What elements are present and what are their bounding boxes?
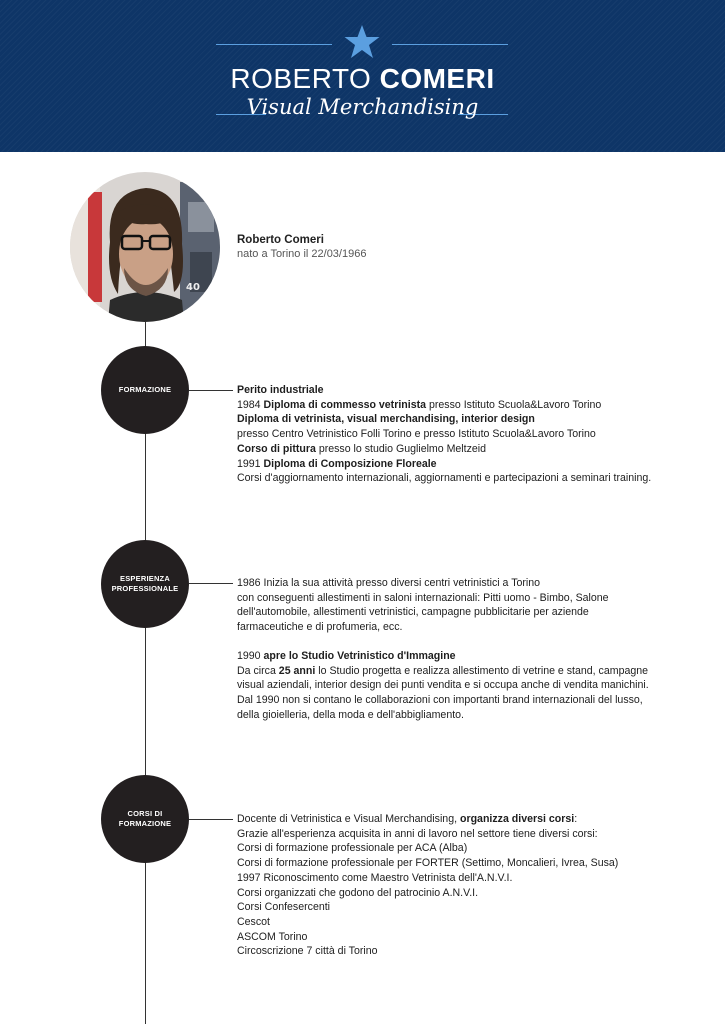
esperienza-label: ESPERIENZA PROFESSIONALE — [111, 573, 179, 593]
formazione-line: Corsi d'aggiornamento internazionali, aggiornamenti e partecipazioni a seminari training. — [237, 472, 652, 485]
corsi-line: Cescot — [237, 915, 270, 928]
svg-text:40: 40 — [186, 282, 200, 293]
formazione-line: 1984 Diploma di commesso vetrinista presso Istituto Scuola&Lavoro Torino — [237, 398, 602, 411]
esperienza-line: Da circa 25 anni lo Studio progetta e realizza allestimento di vetrine e stand, campagne — [237, 664, 649, 677]
corsi-line: Circoscrizione 7 città di Torino — [237, 945, 378, 958]
formazione-line: Perito industriale — [237, 384, 324, 396]
esperienza-line: 1990 apre lo Studio Vetrinistico d'Immagine — [237, 649, 456, 662]
corsi-label: CORSI DI FORMAZIONE — [118, 808, 172, 828]
esperienza-line: dell'automobile, allestimenti vetrinistici, campagne pubblicitarie per aziende — [237, 606, 589, 619]
formazione-line: 1991 Diploma di Composizione Floreale — [237, 457, 437, 470]
corsi-line: 1997 Riconoscimento come Maestro Vetrinista dell'A.N.V.I. — [237, 871, 513, 884]
esperienza-line: con conseguenti allestimenti in saloni internazionali: Pitti uomo - Bimbo, Salone — [237, 591, 609, 604]
corsi-line: Corsi organizzati che godono del patrocinio A.N.V.I. — [237, 886, 479, 899]
header-subtitle: Visual Merchandising — [246, 95, 479, 119]
esperienza-line: visual aziendali, interior design dei punti vendita e si occupa anche di vendita manichini. — [237, 679, 649, 692]
esperienza-circle — [101, 540, 189, 628]
esperienza-line: 1986 Inizia la sua attività presso diversi centri vetrinistici a Torino — [237, 577, 541, 589]
header-line-left-top — [216, 44, 332, 45]
esperienza-line: Dal 1990 non si contano le collaborazioni con importanti brand internazionali del lusso, — [237, 693, 643, 706]
header-name — [0, 63, 725, 95]
formazione-line: presso Centro Vetrinistico Folli Torino e presso Istituto Scuola&Lavoro Torino — [237, 428, 596, 441]
corsi-line: Docente di Vetrinistica e Visual Merchandising, organizza diversi corsi: — [237, 813, 578, 825]
formazione-connector — [189, 390, 233, 391]
formazione-line: Diploma di vetrinista, visual merchandising, interior design — [237, 413, 535, 426]
corsi-circle — [101, 775, 189, 863]
esperienza-text — [237, 576, 649, 722]
corsi-line: Grazie all'esperienza acquisita in anni di lavoro nel settore tiene diversi corsi: — [237, 827, 598, 840]
header-last-name: COMERI — [379, 63, 495, 94]
formazione-label: FORMAZIONE — [118, 384, 172, 394]
star-icon — [343, 24, 381, 60]
esperienza-line: della gioielleria, della moda e dell'abbigliamento. — [237, 708, 464, 721]
corsi-line: Corsi di formazione professionale per ACA (Alba) — [237, 842, 468, 855]
corsi-line: Corsi Confesercenti — [237, 901, 331, 914]
corsi-line: Corsi di formazione professionale per FORTER (Settimo, Moncalieri, Ivrea, Susa) — [237, 857, 619, 870]
header-first-name: ROBERTO — [230, 63, 372, 94]
profile-name: Roberto Comeri — [237, 234, 324, 246]
corsi-line: ASCOM Torino — [237, 930, 308, 943]
formazione-circle — [101, 346, 189, 434]
profile-photo — [70, 172, 220, 322]
header-banner — [0, 0, 725, 152]
profile-birth: nato a Torino il 22/03/1966 — [237, 248, 367, 260]
esperienza-line: farmaceutiche e di profumeria, ecc. — [237, 621, 403, 634]
esperienza-connector — [189, 583, 233, 584]
formazione-text — [237, 383, 651, 486]
corsi-connector — [189, 819, 233, 820]
header-line-right-top — [392, 44, 508, 45]
corsi-text — [237, 812, 618, 959]
formazione-line: Corso di pittura presso lo studio Guglielmo Meltzeid — [237, 442, 487, 455]
